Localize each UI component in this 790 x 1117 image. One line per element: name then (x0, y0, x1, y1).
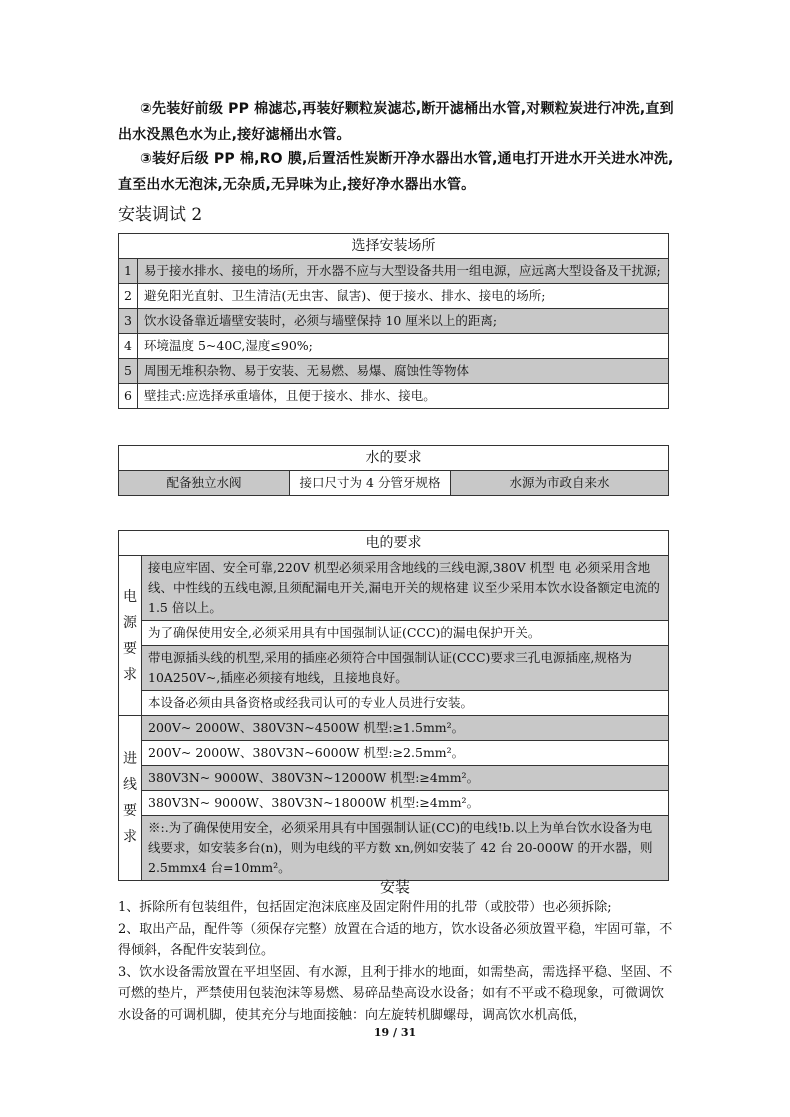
row-number: 1 (119, 259, 138, 284)
section-title: 安装调试 2 (118, 205, 203, 225)
install-step: 1、拆除所有包装组件，包括固定泡沫底座及固定附件用的扎带（或胶带）也必须拆除; (118, 900, 612, 915)
label-char: 源 (123, 614, 137, 631)
water-cell: 配备独立水阀 (119, 471, 290, 496)
row-text: 周围无堆积杂物、易于安装、无易燃、易爆、腐蚀性等物体 (138, 359, 669, 384)
page-number: 19 / 31 (373, 1026, 417, 1039)
label-char: 求 (123, 829, 137, 845)
row-number: 2 (119, 284, 138, 309)
site-table-header: 选择安装场所 (119, 234, 669, 259)
row-text: 避免阳光直射、卫生清洁(无虫害、鼠害)、便于接水、排水、接电的场所; (138, 284, 669, 309)
row-number: 3 (119, 309, 138, 334)
table-row (119, 556, 669, 621)
label-char: 线 (123, 777, 137, 793)
supply-row: 为了确保使用安全,必须采用具有中国强制认证(CCC)的漏电保护开关。 (142, 621, 669, 646)
row-text: 壁挂式:应选择承重墙体，且便于接水、排水、接电。 (138, 384, 669, 409)
site-table (118, 233, 669, 409)
table-row (119, 621, 669, 646)
table-row (119, 334, 669, 359)
table-row (119, 691, 669, 716)
supply-row: 本设备必须由具备资格或经我司认可的专业人员进行安装。 (142, 691, 669, 716)
wire-row: 380V3N~ 9000W、380V3N~18000W 机型:≥4mm²。 (142, 791, 669, 816)
label-char: 要 (123, 640, 137, 657)
water-cell: 水源为市政自来水 (451, 471, 669, 496)
table-row (119, 259, 669, 284)
install-title: 安装 (379, 878, 410, 896)
table-row (119, 284, 669, 309)
row-text: 饮水设备靠近墙壁安装时，必须与墙壁保持 10 厘米以上的距离; (138, 309, 669, 334)
install-step: 2、取出产品，配件等（须保存完整）放置在合适的地方，饮水设备必须放置平稳，牢固可靠，不得倾斜，各配件安装到位。 (118, 921, 673, 958)
water-table (118, 445, 669, 496)
water-table-header: 水的要求 (119, 446, 669, 471)
row-number: 4 (119, 334, 138, 359)
power-table (118, 530, 669, 881)
table-row (119, 766, 669, 791)
intro-paragraph-2: ②先装好前级 PP 棉滤芯,再装好颗粒炭滤芯,断开滤桶出水管,对颗粒炭进行冲洗,直到出水没黑色水为止,接好滤桶出水管。 (118, 101, 674, 143)
table-row (119, 471, 669, 496)
install-body (118, 897, 674, 1026)
wire-row: 380V3N~ 9000W、380V3N~12000W 机型:≥4mm²。 (142, 766, 669, 791)
row-text: 易于接水排水、接电的场所，开水器不应与大型设备共用一组电源，应远离大型设备及干扰源; (138, 259, 669, 284)
row-text: 环境温度 5~40C,湿度≤90%; (138, 334, 669, 359)
table-row (119, 384, 669, 409)
table-row (119, 816, 669, 881)
table-row (119, 791, 669, 816)
row-number: 6 (119, 384, 138, 409)
install-step: 3、饮水设备需放置在平坦坚固、有水源，且利于排水的地面，如需垫高，需选择平稳、坚固、不可燃的垫片，严禁使用包装泡沫等易燃、易碎品垫高设水设备；如有不平或不稳现象，可微调饮水设备的可调机脚，使其充分与地面接触：向左旋转机脚螺母，调高饮水机高低， (118, 964, 673, 1023)
label-char: 进 (123, 751, 137, 767)
row-number: 5 (119, 359, 138, 384)
wire-requirement-label (119, 716, 142, 881)
label-char: 要 (123, 803, 137, 819)
table-row (119, 309, 669, 334)
wire-row: ※:.为了确保使用安全，必须采用具有中国强制认证(CC)的电线!b.以上为单台饮水设备为电线要求，如安装多台(n)，则为电线的平方数 xn,例如安装了 42 台 20-000W 的开水器，则 2.5mmx4 台=10mm²。 (142, 816, 669, 881)
intro-paragraph-3: ③装好后级 PP 棉,RO 膜,后置活性炭断开净水器出水管,通电打开进水开关进水冲洗,直至出水无泡沫,无杂质,无异味为止,接好净水器出水管。 (118, 151, 674, 193)
label-char: 电 (123, 588, 137, 605)
table-row (119, 359, 669, 384)
supply-row: 接电应牢固、安全可靠,220V 机型必须采用含地线的三线电源,380V 机型 电 必须采用含地线、中性线的五线电源,且须配漏电开关,漏电开关的规格建 议至少采用本饮水设备额定电流的 1.5 倍以上。 (142, 556, 669, 621)
supply-row: 带电源插头线的机型,采用的插座必须符合中国强制认证(CCC)要求三孔电源插座,规格为 10A250V~,插座必须接有地线，且接地良好。 (142, 646, 669, 691)
table-row (119, 741, 669, 766)
power-table-header: 电的要求 (119, 531, 669, 556)
wire-row: 200V~ 2000W、380V3N~4500W 机型:≥1.5mm²。 (142, 716, 669, 741)
supply-requirement-label (119, 556, 142, 716)
wire-row: 200V~ 2000W、380V3N~6000W 机型:≥2.5mm²。 (142, 741, 669, 766)
water-cell: 接口尺寸为 4 分管牙规格 (290, 471, 451, 496)
label-char: 求 (123, 666, 137, 683)
table-row (119, 646, 669, 691)
table-row (119, 716, 669, 741)
